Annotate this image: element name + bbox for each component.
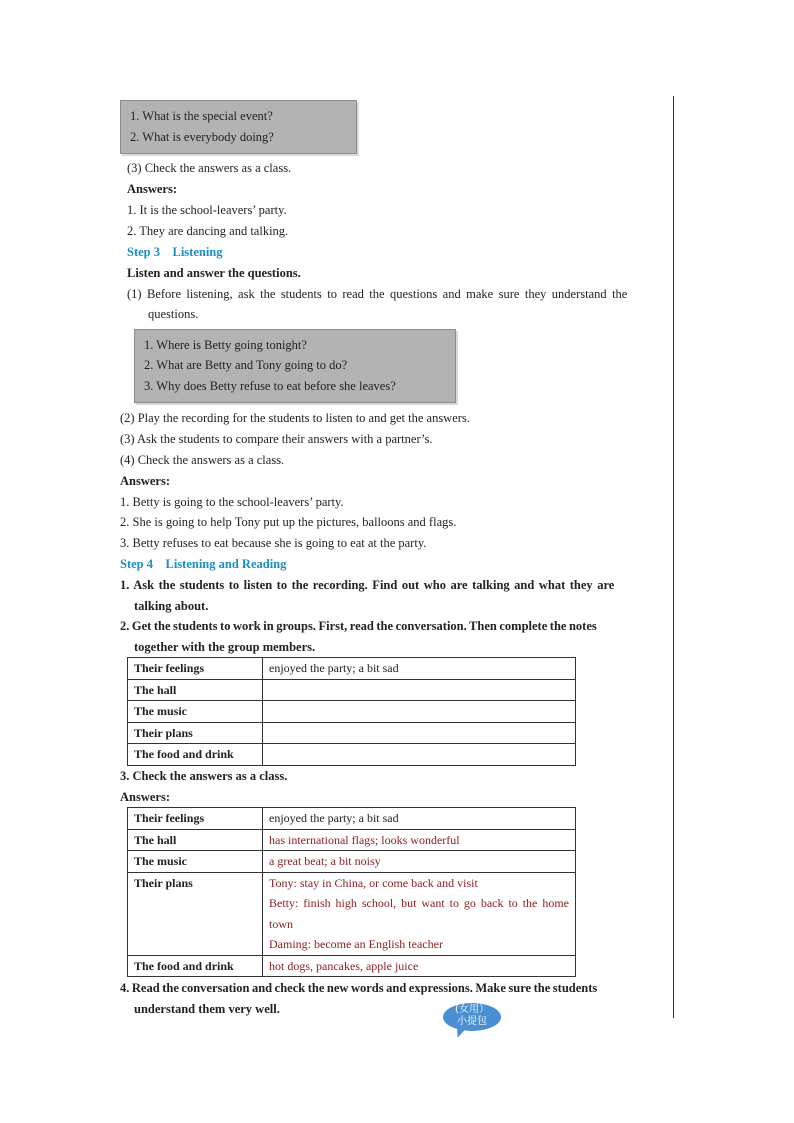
step4-item1-line1: 1. Ask the students to listen to the recording. Find out who are talking and what they are — [120, 578, 615, 592]
bubble-line: (女用） — [455, 1004, 489, 1015]
check-answers-line: (3) Check the answers as a class. — [127, 161, 292, 175]
answer-line: 2. She is going to help Tony put up the pictures, balloons and flags. — [120, 515, 457, 529]
table-cell-key: The food and drink — [128, 955, 263, 977]
step4-heading — [120, 557, 286, 572]
table-row — [128, 658, 576, 680]
table-cell-key: The music — [128, 701, 263, 723]
annotation-bubble-text — [443, 1004, 501, 1028]
plan-betty: Betty: finish high school, but want to go back to the home town — [269, 896, 569, 931]
table-row — [128, 851, 576, 873]
plan-daming: Daming: become an English teacher — [269, 937, 443, 951]
step4-item3: 3. Check the answers as a class. — [120, 769, 288, 783]
table-cell-key: Their feelings — [128, 808, 263, 830]
table-cell-value — [263, 722, 576, 744]
step3-item: (3) Ask the students to compare their answers with a partner’s. — [120, 432, 433, 446]
step4-item4-line1: 4. Read the conversation and check the new words and expressions. Make sure the students — [120, 981, 598, 995]
table-cell-key: The music — [128, 851, 263, 873]
question-line: 1. What is the special event? — [130, 109, 273, 123]
answer-line: 1. Betty is going to the school-leavers’ party. — [120, 495, 344, 509]
answer-line: 1. It is the school-leavers’ party. — [127, 203, 287, 217]
question-line: 3. Why does Betty refuse to eat before she leaves? — [144, 379, 396, 393]
table-row — [128, 701, 576, 723]
answer-line: 3. Betty refuses to eat because she is going to eat at the party. — [120, 536, 427, 550]
step4-item1-line2: talking about. — [134, 599, 209, 613]
table-row — [128, 829, 576, 851]
step3-item: (4) Check the answers as a class. — [120, 453, 285, 467]
step3-item1-line1: (1) Before listening, ask the students to read the questions and make sure they understand the — [127, 287, 628, 301]
question-line: 2. What are Betty and Tony going to do? — [144, 358, 348, 372]
step3-item1-line2: questions. — [148, 307, 199, 321]
table-cell-value — [263, 744, 576, 766]
step3-label: Step 3 — [127, 245, 160, 259]
table-row — [128, 872, 576, 955]
table-cell-key: The hall — [128, 829, 263, 851]
answer-line: 2. They are dancing and talking. — [127, 224, 289, 238]
table-row — [128, 679, 576, 701]
table-cell-key: Their plans — [128, 872, 263, 955]
table-cell-value: has international flags; looks wonderful — [263, 829, 576, 851]
step3-title: Listening — [172, 245, 223, 259]
step4-title: Listening and Reading — [165, 557, 287, 571]
table-cell-key: The hall — [128, 679, 263, 701]
step4-item2-line2: together with the group members. — [134, 640, 316, 654]
question-box-2 — [134, 329, 456, 403]
question-line: 1. Where is Betty going tonight? — [144, 338, 307, 352]
step4-item2-line1: 2. Get the students to work in groups. First, read the conversation. Then complete the notes — [120, 619, 597, 633]
step4-label: Step 4 — [120, 557, 153, 571]
plan-tony: Tony: stay in China, or come back and visit — [269, 875, 478, 890]
notes-table-blank — [127, 657, 576, 766]
table-cell-value: enjoyed the party; a bit sad — [263, 658, 576, 680]
table-cell-key: Their plans — [128, 722, 263, 744]
table-row — [128, 722, 576, 744]
margin-rule — [673, 96, 674, 1018]
table-row — [128, 744, 576, 766]
answers-label: Answers: — [120, 790, 170, 804]
table-cell-value: enjoyed the party; a bit sad — [263, 808, 576, 830]
bubble-line: 小提包 — [457, 1016, 487, 1027]
answers-label: Answers: — [120, 474, 170, 488]
question-line: 2. What is everybody doing? — [130, 130, 274, 144]
table-cell-key: The food and drink — [128, 744, 263, 766]
table-cell-key: Their feelings — [128, 658, 263, 680]
step4-item4-line2: understand them very well. — [134, 1002, 280, 1016]
table-cell-value — [263, 679, 576, 701]
step3-heading — [127, 245, 223, 260]
question-box-1 — [120, 100, 357, 154]
notes-table-answers — [127, 807, 576, 977]
table-row — [128, 808, 576, 830]
answers-label: Answers: — [127, 182, 177, 196]
step3-item: (2) Play the recording for the students to listen to and get the answers. — [120, 411, 470, 425]
table-cell-value: hot dogs, pancakes, apple juice — [263, 955, 576, 977]
table-cell-value: a great beat; a bit noisy — [263, 851, 576, 873]
step3-instruction: Listen and answer the questions. — [127, 266, 301, 280]
table-row — [128, 955, 576, 977]
table-cell-value — [263, 701, 576, 723]
table-cell-value — [263, 872, 576, 955]
